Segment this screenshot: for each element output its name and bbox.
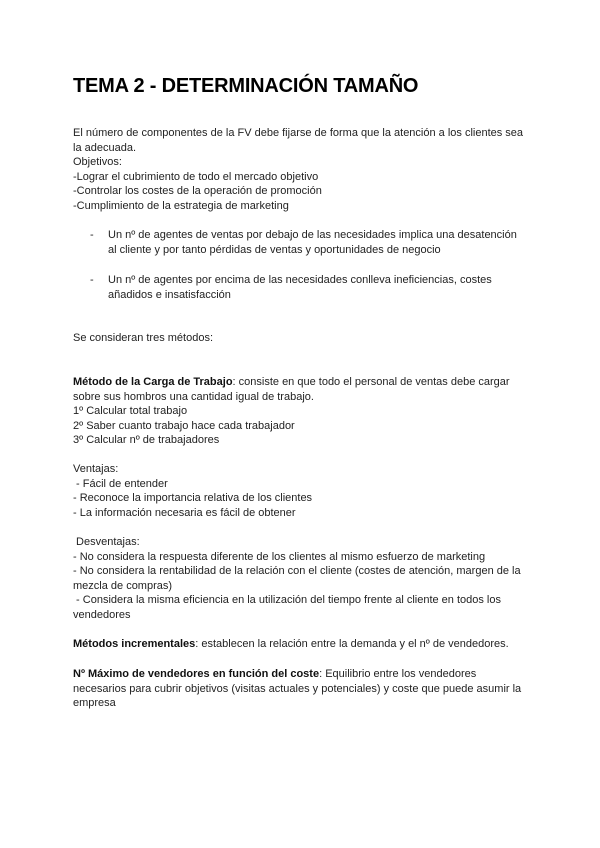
- intro-line-1: El número de componentes de la FV debe fijarse de forma que la atención a los clientes sea: [73, 127, 524, 139]
- carga-line-2: sobre sus hombros una cantidad igual de trabajo.: [73, 390, 314, 403]
- metodos-intro-text: Se consideran tres métodos:: [73, 332, 214, 344]
- carga-step: 2º Saber cuanto trabajo hace cada trabajador: [73, 419, 295, 432]
- ventajas-section: [73, 462, 533, 520]
- maximo-heading-line: [73, 667, 533, 682]
- ventaja-item: - Fácil de entender: [73, 477, 168, 490]
- desventajas-label: Desventajas:: [73, 536, 140, 548]
- objetivo-item: -Cumplimiento de la estrategia de marketing: [73, 199, 289, 212]
- desventaja-item: - Considera la misma eficiencia en la utilización del tiempo frente al cliente en todos los: [73, 594, 501, 606]
- carga-step: 3º Calcular nº de trabajadores: [73, 434, 220, 446]
- metodos-intro: [73, 331, 533, 346]
- carga-heading-line: [73, 375, 533, 390]
- maximo-line-3: empresa: [73, 697, 116, 709]
- ventajas-label: Ventajas:: [73, 463, 119, 475]
- carga-section: [73, 375, 533, 448]
- bullet-line: Un nº de agentes de ventas por debajo de las necesidades implica una desatención: [108, 229, 517, 241]
- objetivos-label: Objetivos:: [73, 156, 122, 168]
- maximo-text: : Equilibrio entre los vendedores: [319, 668, 477, 680]
- bullet-dash: -: [90, 229, 94, 241]
- maximo-heading: Nº Máximo de vendedores en función del coste: [73, 668, 320, 680]
- intro-section: [73, 126, 533, 213]
- bullet-line: Un nº de agentes por encima de las necesidades conlleva ineficiencias, costes: [108, 274, 492, 286]
- desventajas-section: [73, 535, 533, 622]
- maximo-line-2: necesarios para cubrir objetivos (visitas actuales y potenciales) y coste que puede asumir la: [73, 682, 522, 695]
- incrementales-heading: Métodos incrementales: [73, 638, 196, 650]
- desventaja-item-cont: mezcla de compras): [73, 579, 173, 592]
- bullet-dash: -: [90, 274, 94, 286]
- desventaja-item-cont: vendedores: [73, 608, 131, 621]
- maximo-section: [73, 667, 533, 711]
- carga-text: : consiste en que todo el personal de ventas debe cargar: [232, 376, 510, 388]
- carga-heading: Método de la Carga de Trabajo: [73, 376, 233, 388]
- desventaja-item: - No considera la rentabilidad de la relación con el cliente (costes de atención, margen de la: [73, 565, 521, 577]
- ventaja-item: - La información necesaria es fácil de obtener: [73, 506, 296, 519]
- ventaja-item: - Reconoce la importancia relativa de los clientes: [73, 492, 313, 504]
- incrementales-section: [73, 637, 533, 652]
- incrementales-line: [73, 637, 533, 652]
- page-title: TEMA 2 - DETERMINACIÓN TAMAÑO: [73, 75, 419, 97]
- bullet-line: al cliente y por tanto pérdidas de ventas y oportunidades de negocio: [108, 243, 441, 256]
- carga-step: 1º Calcular total trabajo: [73, 405, 188, 417]
- desventaja-item: - No considera la respuesta diferente de los clientes al mismo esfuerzo de marketing: [73, 550, 486, 563]
- intro-line-2: la adecuada.: [73, 141, 136, 154]
- objetivo-item: -Lograr el cubrimiento de todo el mercado objetivo: [73, 170, 319, 183]
- objetivo-item: -Controlar los costes de la operación de promoción: [73, 185, 322, 197]
- bullet-line: añadidos e insatisfacción: [108, 288, 231, 301]
- incrementales-text: : establecen la relación entre la demanda y el nº de vendedores.: [195, 638, 509, 650]
